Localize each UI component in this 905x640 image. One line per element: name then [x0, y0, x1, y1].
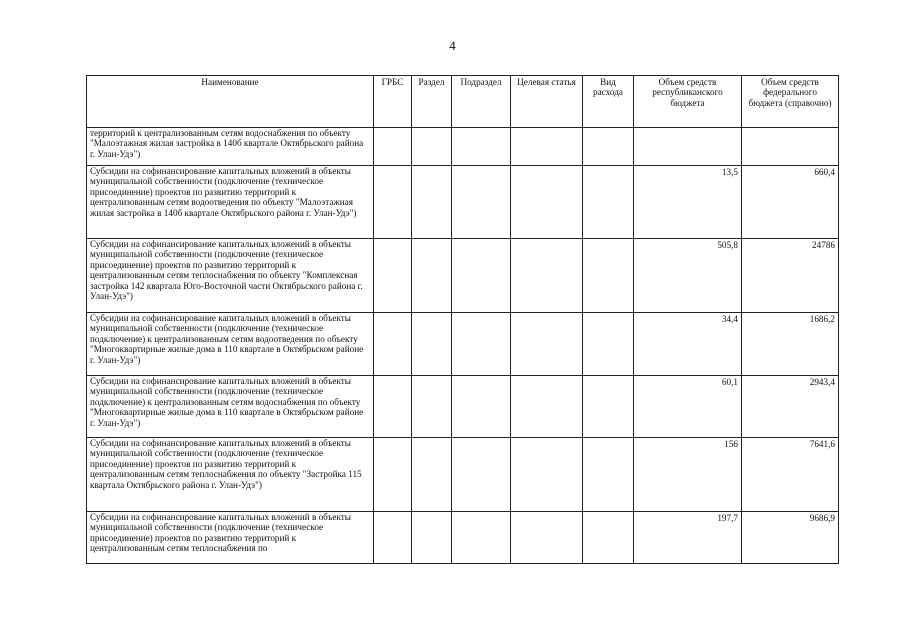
table-header-row — [87, 76, 839, 128]
row-target-article — [511, 438, 583, 512]
row-target-article — [511, 512, 583, 564]
row-grbs — [374, 239, 412, 313]
row-expense-type — [583, 376, 634, 438]
row-subsection — [452, 376, 511, 438]
row-name: Субсидии на софинансирование капитальных вложений в объекты муниципальной собственности (подключение (техническое присоединение) проектов по развитию территорий к централизованным сетям водоотведения по объекту "Малоэтажная жилая застройка в 140б квартале Октябрьского района г. Улан-Удэ") — [87, 166, 374, 239]
row-republic-amount: 60,1 — [634, 376, 742, 438]
row-section — [412, 166, 452, 239]
row-republic-amount: 34,4 — [634, 313, 742, 376]
row-republic-amount — [634, 128, 742, 166]
row-target-article — [511, 128, 583, 166]
table-row — [87, 166, 839, 239]
row-expense-type — [583, 313, 634, 376]
row-name: Субсидии на софинансирование капитальных вложений в объекты муниципальной собственности (подключение (техническое присоединение) проектов по развитию территорий к централизованным сетям теплоснабжения по — [87, 512, 374, 564]
header-name: Наименование — [87, 76, 374, 128]
row-expense-type — [583, 239, 634, 313]
row-name: Субсидии на софинансирование капитальных вложений в объекты муниципальной собственности (подключение (техническое подключение) к централизованным сетям водоотведения по объекту "Многоквартирные жилые дома в 110 квартале в Октябрьском районе г. Улан-Удэ") — [87, 313, 374, 376]
row-section — [412, 438, 452, 512]
row-grbs — [374, 512, 412, 564]
row-section — [412, 313, 452, 376]
row-grbs — [374, 313, 412, 376]
row-federal-amount: 9686,9 — [742, 512, 839, 564]
header-target-article: Целевая статья — [511, 76, 583, 128]
row-subsection — [452, 512, 511, 564]
row-section — [412, 128, 452, 166]
row-federal-amount — [742, 128, 839, 166]
row-target-article — [511, 239, 583, 313]
row-grbs — [374, 166, 412, 239]
row-expense-type — [583, 166, 634, 239]
header-expense-type: Вид расхода — [583, 76, 634, 128]
row-grbs — [374, 376, 412, 438]
table-row — [87, 128, 839, 166]
row-target-article — [511, 376, 583, 438]
row-republic-amount: 505,8 — [634, 239, 742, 313]
row-section — [412, 376, 452, 438]
row-federal-amount: 7641,6 — [742, 438, 839, 512]
row-federal-amount: 2943,4 — [742, 376, 839, 438]
row-subsection — [452, 239, 511, 313]
row-federal-amount: 660,4 — [742, 166, 839, 239]
header-section: Раздел — [412, 76, 452, 128]
header-republic-budget: Объем средств республиканского бюджета — [634, 76, 742, 128]
header-grbs: ГРБС — [374, 76, 412, 128]
row-republic-amount: 156 — [634, 438, 742, 512]
row-target-article — [511, 313, 583, 376]
table-row — [87, 438, 839, 512]
row-grbs — [374, 128, 412, 166]
row-subsection — [452, 313, 511, 376]
table-row — [87, 512, 839, 564]
row-federal-amount: 24786 — [742, 239, 839, 313]
row-name: Субсидии на софинансирование капитальных вложений в объекты муниципальной собственности (подключение (техническое присоединение) проектов по развитию территорий к централизованным сетям теплоснабжения по объекту "Застройка 115 квартала Октябрьского района г. Улан-Удэ") — [87, 438, 374, 512]
row-expense-type — [583, 128, 634, 166]
row-name: территорий к централизованным сетям водоснабжения по объекту "Малоэтажная жилая застройка в 140б квартале Октябрьского района г. Улан-Удэ") — [87, 128, 374, 166]
table-row — [87, 376, 839, 438]
table-row — [87, 313, 839, 376]
row-republic-amount: 13,5 — [634, 166, 742, 239]
row-grbs — [374, 438, 412, 512]
row-name: Субсидии на софинансирование капитальных вложений в объекты муниципальной собственности (подключение (техническое подключение) к централизованным сетям водоснабжения по объекту "Многоквартирные жилые дома в 110 квартале в Октябрьском районе г. Улан-Удэ") — [87, 376, 374, 438]
row-expense-type — [583, 438, 634, 512]
row-section — [412, 512, 452, 564]
row-subsection — [452, 438, 511, 512]
budget-table — [86, 75, 839, 564]
row-republic-amount: 197,7 — [634, 512, 742, 564]
page-number: 4 — [449, 38, 456, 53]
row-federal-amount: 1686,2 — [742, 313, 839, 376]
row-name: Субсидии на софинансирование капитальных вложений в объекты муниципальной собственности (подключение (техническое присоединение) проектов по развитию территорий к централизованным сетям теплоснабжения по объекту "Комплексная застройка 142 квартала Юго-Восточной части Октябрьского района г. Улан-Удэ") — [87, 239, 374, 313]
row-expense-type — [583, 512, 634, 564]
row-target-article — [511, 166, 583, 239]
header-federal-budget: Объем средств федерального бюджета (справочно) — [742, 76, 839, 128]
header-subsection: Подраздел — [452, 76, 511, 128]
row-subsection — [452, 166, 511, 239]
table-row — [87, 239, 839, 313]
row-subsection — [452, 128, 511, 166]
row-section — [412, 239, 452, 313]
